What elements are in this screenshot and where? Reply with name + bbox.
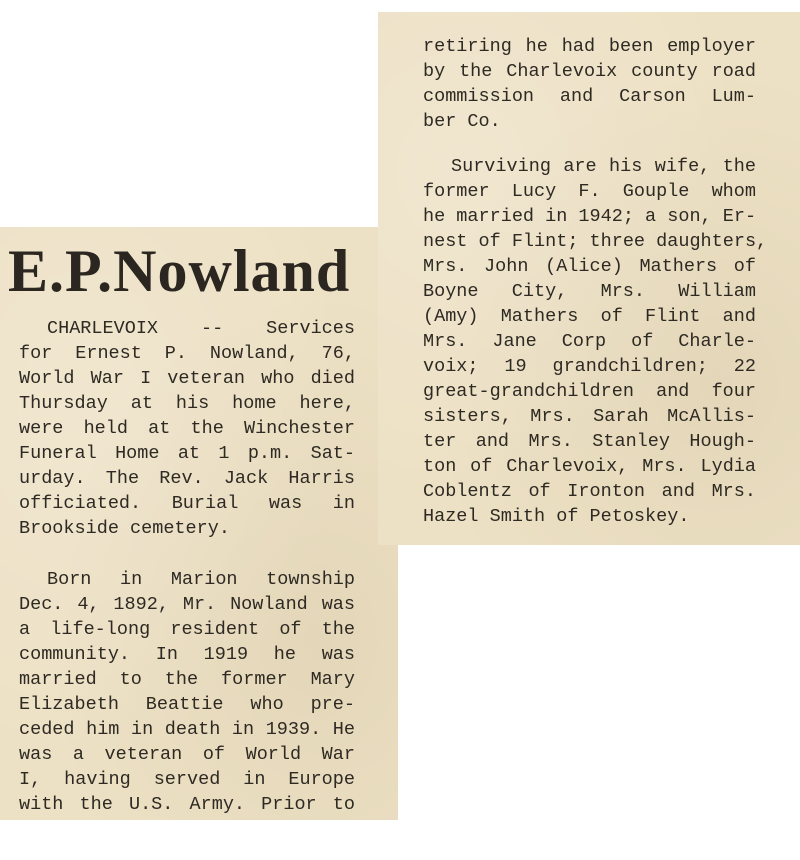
text-line: World War I veteran who died (19, 368, 355, 389)
text-line: a life-long resident of the (19, 619, 355, 640)
text-line: by the Charlevoix county road (423, 61, 756, 82)
text-line: was a veteran of World War (19, 744, 355, 765)
paragraph-biography (19, 567, 355, 817)
paragraph-survivors (423, 154, 768, 529)
text-line: Brookside cemetery. (19, 518, 230, 539)
text-line: Elizabeth Beattie who pre- (19, 694, 355, 715)
text-line: officiated. Burial was in (19, 493, 355, 514)
text-line: urday. The Rev. Jack Harris (19, 468, 355, 489)
text-line: CHARLEVOIX -- Services (47, 318, 355, 339)
text-line: with the U.S. Army. Prior to (19, 794, 355, 815)
text-line: for Ernest P. Nowland, 76, (19, 343, 355, 364)
text-line: great-grandchildren and four (423, 381, 756, 402)
paragraph-services (19, 316, 355, 541)
text-line: Hazel Smith of Petoskey. (423, 506, 690, 527)
text-line: he married in 1942; a son, Er- (423, 206, 757, 227)
text-line: Surviving are his wife, the (451, 156, 756, 177)
text-line: community. In 1919 he was (19, 644, 355, 665)
text-line: ter and Mrs. Stanley Hough- (423, 431, 756, 452)
text-line: ceded him in death in 1939. He (19, 719, 355, 740)
text-line: (Amy) Mathers of Flint and (423, 306, 756, 327)
text-line: married to the former Mary (19, 669, 355, 690)
clipping-right (378, 12, 800, 545)
text-line: Boyne City, Mrs. William (423, 281, 756, 302)
text-line: ber Co. (423, 111, 501, 132)
text-line: voix; 19 grandchildren; 22 (423, 356, 756, 377)
text-line: ton of Charlevoix, Mrs. Lydia (423, 456, 756, 477)
text-line: sisters, Mrs. Sarah McAllis- (423, 406, 756, 427)
paragraph-employment (423, 34, 756, 134)
text-line: I, having served in Europe (19, 769, 355, 790)
text-line: Mrs. John (Alice) Mathers of (423, 256, 756, 277)
text-line: Dec. 4, 1892, Mr. Nowland was (19, 594, 355, 615)
text-line: Mrs. Jane Corp of Charle- (423, 331, 756, 352)
text-line: Born in Marion township (47, 569, 355, 590)
text-line: commission and Carson Lum- (423, 86, 756, 107)
text-line: nest of Flint; three daughters, (423, 231, 768, 252)
text-line: Funeral Home at 1 p.m. Sat- (19, 443, 355, 464)
text-line: were held at the Winchester (19, 418, 355, 439)
text-line: retiring he had been employer (423, 36, 756, 57)
obituary-headline: E.P.Nowland (8, 238, 351, 304)
text-line: Thursday at his home here, (19, 393, 355, 414)
clipping-left (0, 227, 398, 820)
text-line: Coblentz of Ironton and Mrs. (423, 481, 756, 502)
text-line: former Lucy F. Gouple whom (423, 181, 756, 202)
